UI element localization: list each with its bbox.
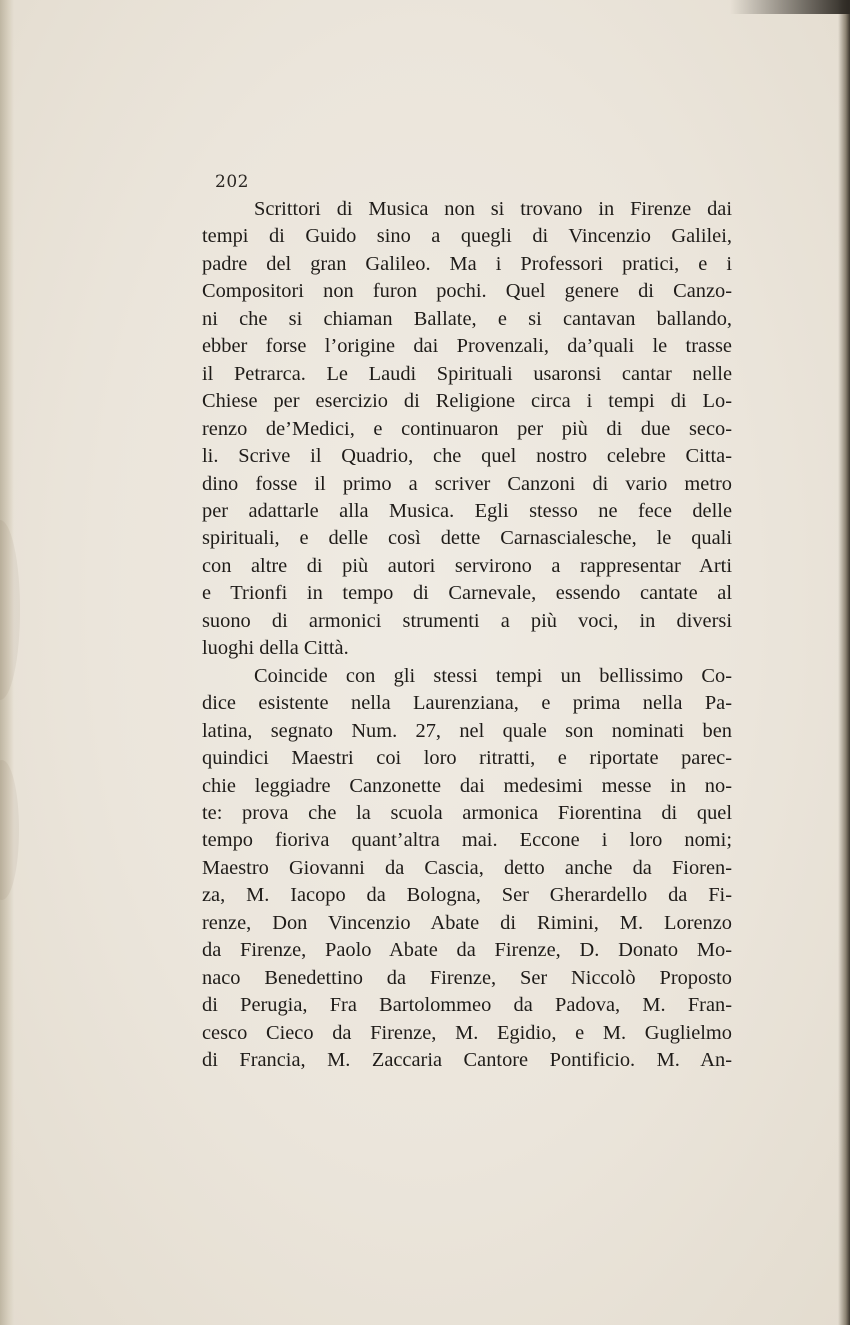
text-line: il Petrarca. Le Laudi Spirituali usaronsi cantar nelle: [202, 362, 732, 385]
text-line: latina, segnato Num. 27, nel quale son nominati ben: [202, 719, 732, 742]
text-line: naco Benedettino da Firenze, Ser Niccolò Proposto: [202, 966, 732, 989]
page-top-corner-shadow: [730, 0, 850, 14]
text-line: Scrittori di Musica non si trovano in Firenze dai: [254, 198, 732, 220]
text-line: con altre di più autori servirono a rappresentar Arti: [202, 554, 732, 577]
text-line: li. Scrive il Quadrio, che quel nostro celebre Citta-: [202, 445, 732, 468]
text-line: di Perugia, Fra Bartolommeo da Padova, M. Fran-: [202, 994, 732, 1017]
text-line: chie leggiadre Canzonette dai medesimi messe in no-: [202, 774, 732, 797]
body-text: [202, 196, 732, 1075]
text-line: za, M. Iacopo da Bologna, Ser Gherardello da Fi-: [202, 884, 732, 907]
text-line: Maestro Giovanni da Cascia, detto anche da Fioren-: [202, 856, 732, 879]
text-line: te: prova che la scuola armonica Fiorentina di quel: [202, 801, 732, 824]
paragraph-1: [202, 196, 732, 663]
foxing-stain: [0, 520, 20, 700]
text-line: dice esistente nella Laurenziana, e prima nella Pa-: [202, 692, 732, 715]
text-line: padre del gran Galileo. Ma i Professori pratici, e i: [202, 252, 732, 275]
text-line: ebber forse l’origine dai Provenzali, da’quali le trasse: [202, 335, 732, 358]
text-line: cesco Cieco da Firenze, M. Egidio, e M. Guglielmo: [202, 1021, 732, 1044]
text-line: per adattarle alla Musica. Egli stesso ne fece delle: [202, 499, 732, 522]
text-line: quindici Maestri coi loro ritratti, e riportate parec-: [202, 747, 732, 770]
text-line: di Francia, M. Zaccaria Cantore Pontificio. M. An-: [202, 1049, 732, 1072]
text-line: luoghi della Città.: [202, 637, 349, 660]
text-line: renze, Don Vincenzio Abate di Rimini, M. Lorenzo: [202, 911, 732, 934]
text-line: Coincide con gli stessi tempi un bellissimo Co-: [254, 664, 732, 687]
text-line: tempo fioriva quant’altra mai. Eccone i loro nomi;: [202, 829, 732, 852]
text-line: spirituali, e delle così dette Carnascialesche, le quali: [202, 527, 732, 550]
text-line: suono di armonici strumenti a più voci, in diversi: [202, 609, 732, 632]
paragraph-2: [202, 663, 732, 1075]
text-line: dino fosse il primo a scriver Canzoni di vario metro: [202, 472, 732, 495]
text-line: Compositori non furon pochi. Quel genere di Canzo-: [202, 280, 732, 303]
foxing-stain: [0, 760, 19, 900]
text-line: Chiese per esercizio di Religione circa i tempi di Lo-: [202, 390, 732, 413]
text-line: e Trionfi in tempo di Carnevale, essendo cantate al: [202, 582, 732, 605]
text-line: da Firenze, Paolo Abate da Firenze, D. Donato Mo-: [202, 939, 732, 962]
page-right-edge-shadow: [838, 0, 850, 1325]
text-line: tempi di Guido sino a quegli di Vincenzio Galilei,: [202, 225, 732, 248]
text-line: ni che si chiaman Ballate, e si cantavan ballando,: [202, 307, 732, 330]
page-number: 202: [215, 172, 249, 192]
text-line: renzo de’Medici, e continuaron per più di due seco-: [202, 417, 732, 440]
